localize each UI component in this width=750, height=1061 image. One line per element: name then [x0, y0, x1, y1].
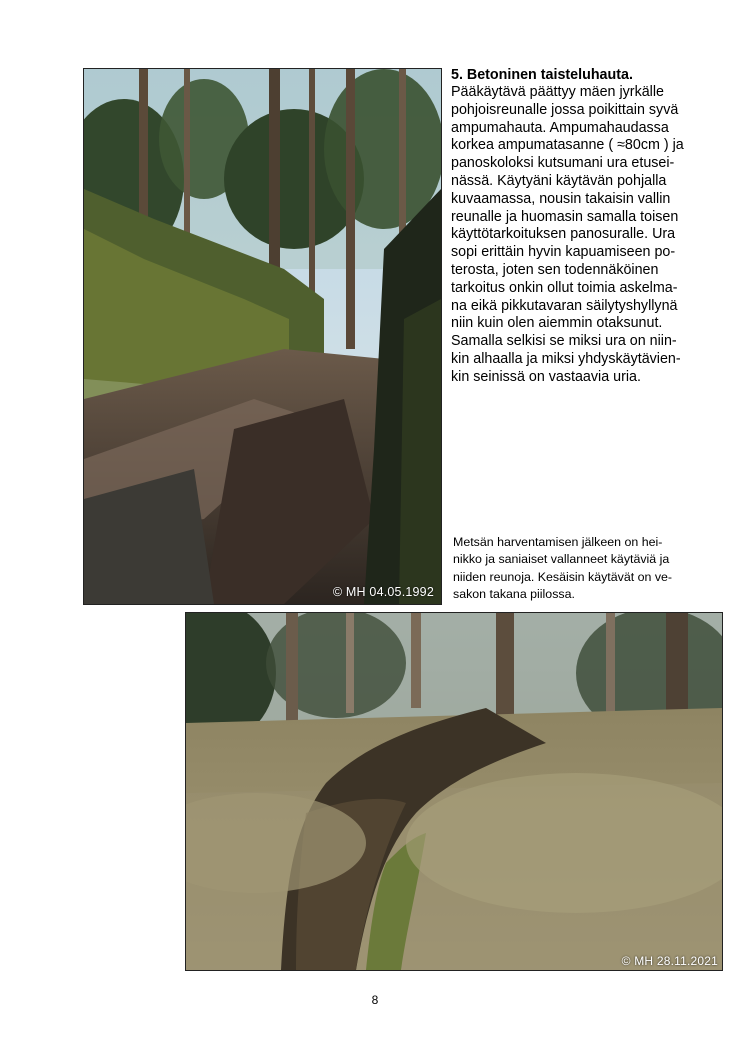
photo-credit: © MH 04.05.1992	[332, 585, 434, 599]
body-line: kuvaamassa, nousin takaisin vallin	[451, 190, 671, 207]
body-line: ampumahauta. Ampumahaudassa	[451, 119, 669, 136]
body-line: käyttötarkoituksen panosuralle. Ura	[451, 226, 676, 243]
body-line: niin kuin olen aiemmin otaksunut.	[451, 315, 663, 332]
body-line: Pääkäytävä päättyy mäen jyrkälle	[451, 84, 664, 100]
body-line: korkea ampumatasanne ( ≈80cm ) ja	[451, 137, 684, 154]
body-line: reunalle ja huomasin samalla toisen	[451, 208, 679, 225]
caption-line: Metsän harventamisen jälkeen on hei-	[453, 535, 663, 549]
trench-photo-2021	[185, 612, 723, 971]
trench-photo-1992	[83, 68, 442, 605]
caption-line: sakon takana piilossa.	[453, 587, 575, 602]
section-body	[451, 84, 684, 387]
body-line: terosta, joten sen todennäköinen	[451, 261, 659, 278]
caption-line: nikko ja saniaiset vallanneet käytäviä ja	[453, 552, 670, 567]
page-number: 8	[371, 993, 379, 1007]
trench-photo-1992-image	[84, 69, 441, 604]
section-heading: 5. Betoninen taisteluhauta.	[451, 67, 633, 83]
body-line: kin seinissä on vastaavia uria.	[451, 368, 641, 385]
body-line: kin alhaalla ja miksi yhdyskäytävien-	[451, 350, 681, 367]
body-line: tarkoitus onkin ollut toimia askelma-	[451, 279, 678, 296]
photo-credit: © MH 28.11.2021	[621, 954, 718, 968]
body-line: panoskoloksi kutsumani ura etusei-	[451, 155, 675, 172]
body-line: na eikä pikkutavaran säilytyshyllynä	[451, 297, 678, 314]
trench-photo-2021-image	[186, 613, 722, 970]
body-line: sopi erittäin hyvin kapuamiseen po-	[451, 244, 676, 261]
body-line: nässä. Käytyäni käytävän pohjalla	[451, 172, 667, 189]
caption-line: niiden reunoja. Kesäisin käytävät on ve-	[453, 569, 673, 584]
photo-caption	[453, 534, 672, 604]
body-line: Samalla selkisi se miksi ura on niin-	[451, 333, 677, 350]
body-line: pohjoisreunalle jossa poikittain syvä	[451, 101, 679, 118]
